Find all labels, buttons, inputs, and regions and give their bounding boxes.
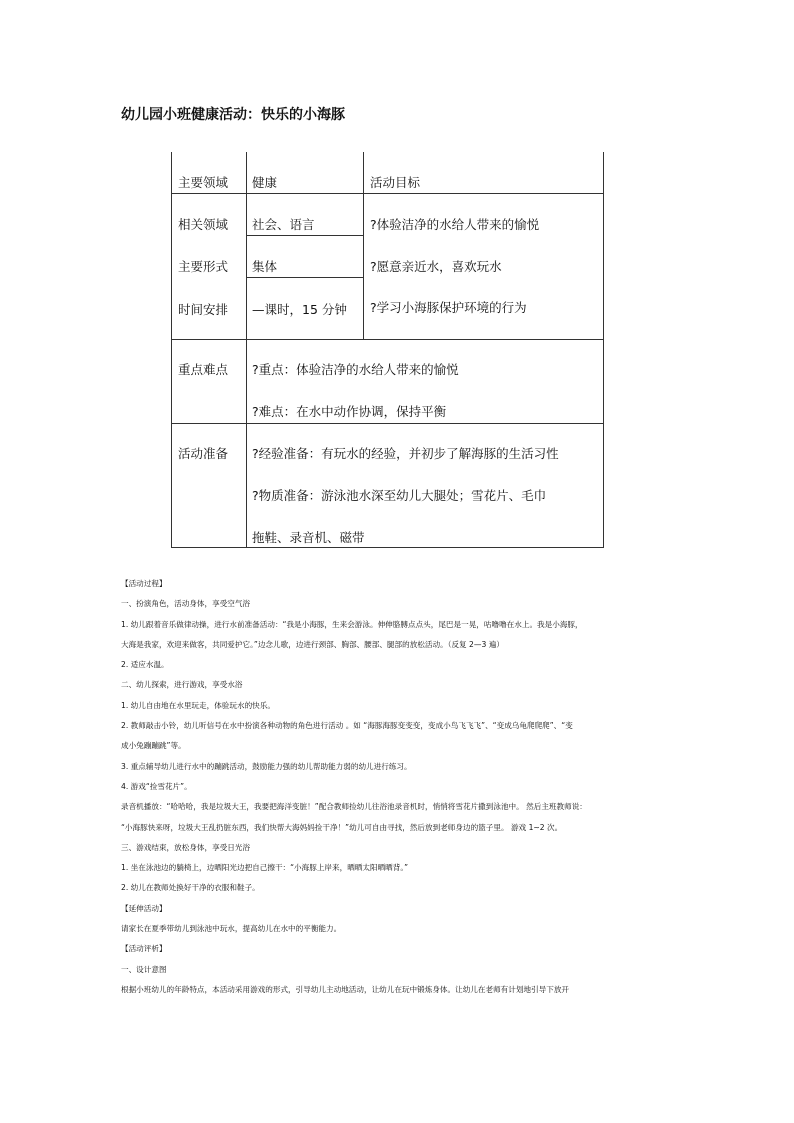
body-line: 2. 适应水温。 xyxy=(121,660,169,670)
body-line: 【活动过程】 xyxy=(121,579,167,588)
body-line: 3. 重点辅导幼儿进行水中的蹦跳活动，鼓励能力强的幼儿帮助能力弱的幼儿进行练习。 xyxy=(121,761,412,771)
body-line: 一、扮演角色，活动身体，享受空气浴 xyxy=(121,599,251,609)
key-points-label: 重点难点 xyxy=(178,362,229,377)
main-domain-label: 主要领域 xyxy=(178,175,229,190)
goal-item: ?学习小海豚保护环境的行为 xyxy=(370,300,527,315)
body-line: 三、游戏结束，放松身体，享受日光浴 xyxy=(121,842,251,852)
body-line: 1. 坐在泳池边的躺椅上，边晒阳光边把自己擦干：“小海豚上岸来，晒晒太阳晒晒背。” xyxy=(121,863,409,873)
table-divider-col1 xyxy=(246,152,247,548)
body-line: 1. 幼儿跟着音乐做律动操，进行水前准备活动：“我是小海豚，生来会游泳。伸伸胳膊点点头，尾巴是一晃，咕噜噜在水上。我是小海豚， xyxy=(121,619,583,629)
body-line: 一、设计意图 xyxy=(121,964,167,974)
body-line: 录音机播放：“哈哈哈，我是垃圾大王，我要把海洋变脏！”配合教师捡幼儿往浴池录音机时，悄悄将雪花片撒到泳池中。 然后主班教师说： xyxy=(121,802,587,812)
body-line: 4. 游戏“捡雪花片”。 xyxy=(121,781,192,791)
key-point-item: ?难点：在水中动作协调，保持平衡 xyxy=(252,404,447,419)
goal-item: ?愿意亲近水，喜欢玩水 xyxy=(370,259,502,274)
main-domain-value: 健康 xyxy=(252,175,278,190)
goal-label: 活动目标 xyxy=(370,175,421,190)
table-row-line xyxy=(246,277,364,278)
body-line: “小海豚快来呀，垃圾大王乱扔脏东西，我们快帮大海妈妈捡干净！”幼儿可自由寻找，然后放到老师身边的篮子里。 游戏 1~2 次。 xyxy=(121,822,563,832)
activity-body xyxy=(121,574,681,1000)
key-point-item: ?重点：体验洁净的水给人带来的愉悦 xyxy=(252,362,459,377)
table-border-right xyxy=(603,152,604,548)
table-row-line xyxy=(171,423,604,424)
body-line: 2. 教师敲击小铃，幼儿听信号在水中扮演各种动物的角色进行活动 。如 “海豚海豚变变变，变成小鸟飞飞飞”、“变成乌龟爬爬爬”、“变 xyxy=(121,721,573,731)
table-border-left xyxy=(171,152,172,548)
body-line: 二、幼儿探索，进行游戏，享受水浴 xyxy=(121,680,243,690)
time-label: 时间安排 xyxy=(178,302,229,317)
table-row-line xyxy=(246,235,363,236)
activity-table xyxy=(0,0,794,560)
goal-item: ?体验洁净的水给人带来的愉悦 xyxy=(370,217,540,232)
body-line: 2. 幼儿在教师处换好干净的衣服和鞋子。 xyxy=(121,883,260,893)
body-line: 1. 幼儿自由地在水里玩走，体验玩水的快乐。 xyxy=(121,700,275,710)
body-line: 【活动评析】 xyxy=(121,944,167,954)
preparation-item: ?物质准备：游泳池水深至幼儿大腿处；雪花片、毛巾 xyxy=(252,488,547,503)
body-line: 请家长在夏季带幼儿到泳池中玩水，提高幼儿在水中的平衡能力。 xyxy=(121,924,342,934)
table-divider-col2 xyxy=(363,152,364,340)
related-domain-value: 社会、语言 xyxy=(252,217,315,232)
preparation-label: 活动准备 xyxy=(178,446,229,461)
table-row-line xyxy=(171,339,604,340)
body-line: 成小兔蹦蹦跳”等。 xyxy=(121,741,186,751)
related-domain-label: 相关领域 xyxy=(178,217,229,232)
time-value: —课时，15 分钟 xyxy=(252,302,347,317)
body-line: 【延伸活动】 xyxy=(121,903,167,913)
body-line: 根据小班幼儿的年龄特点，本活动采用游戏的形式，引导幼儿主动地活动，让幼儿在玩中锻炼身体。让幼儿在老师有计划地引导下放开 xyxy=(121,984,570,994)
form-value: 集体 xyxy=(252,259,278,274)
preparation-item: ?经验准备：有玩水的经验，并初步了解海豚的生活习性 xyxy=(252,446,559,461)
table-row-line xyxy=(171,193,604,194)
body-line: 大海是我家，欢迎来做客，共同爱护它。”边念儿歌，边进行颈部、胸部、腰部、腿部的放松活动。（反复 2—3 遍） xyxy=(121,639,504,649)
form-label: 主要形式 xyxy=(178,259,229,274)
preparation-item: 拖鞋、录音机、磁带 xyxy=(252,530,365,545)
table-border-bottom xyxy=(171,547,604,548)
page-title: 幼儿园小班健康活动：快乐的小海豚 xyxy=(121,107,345,123)
